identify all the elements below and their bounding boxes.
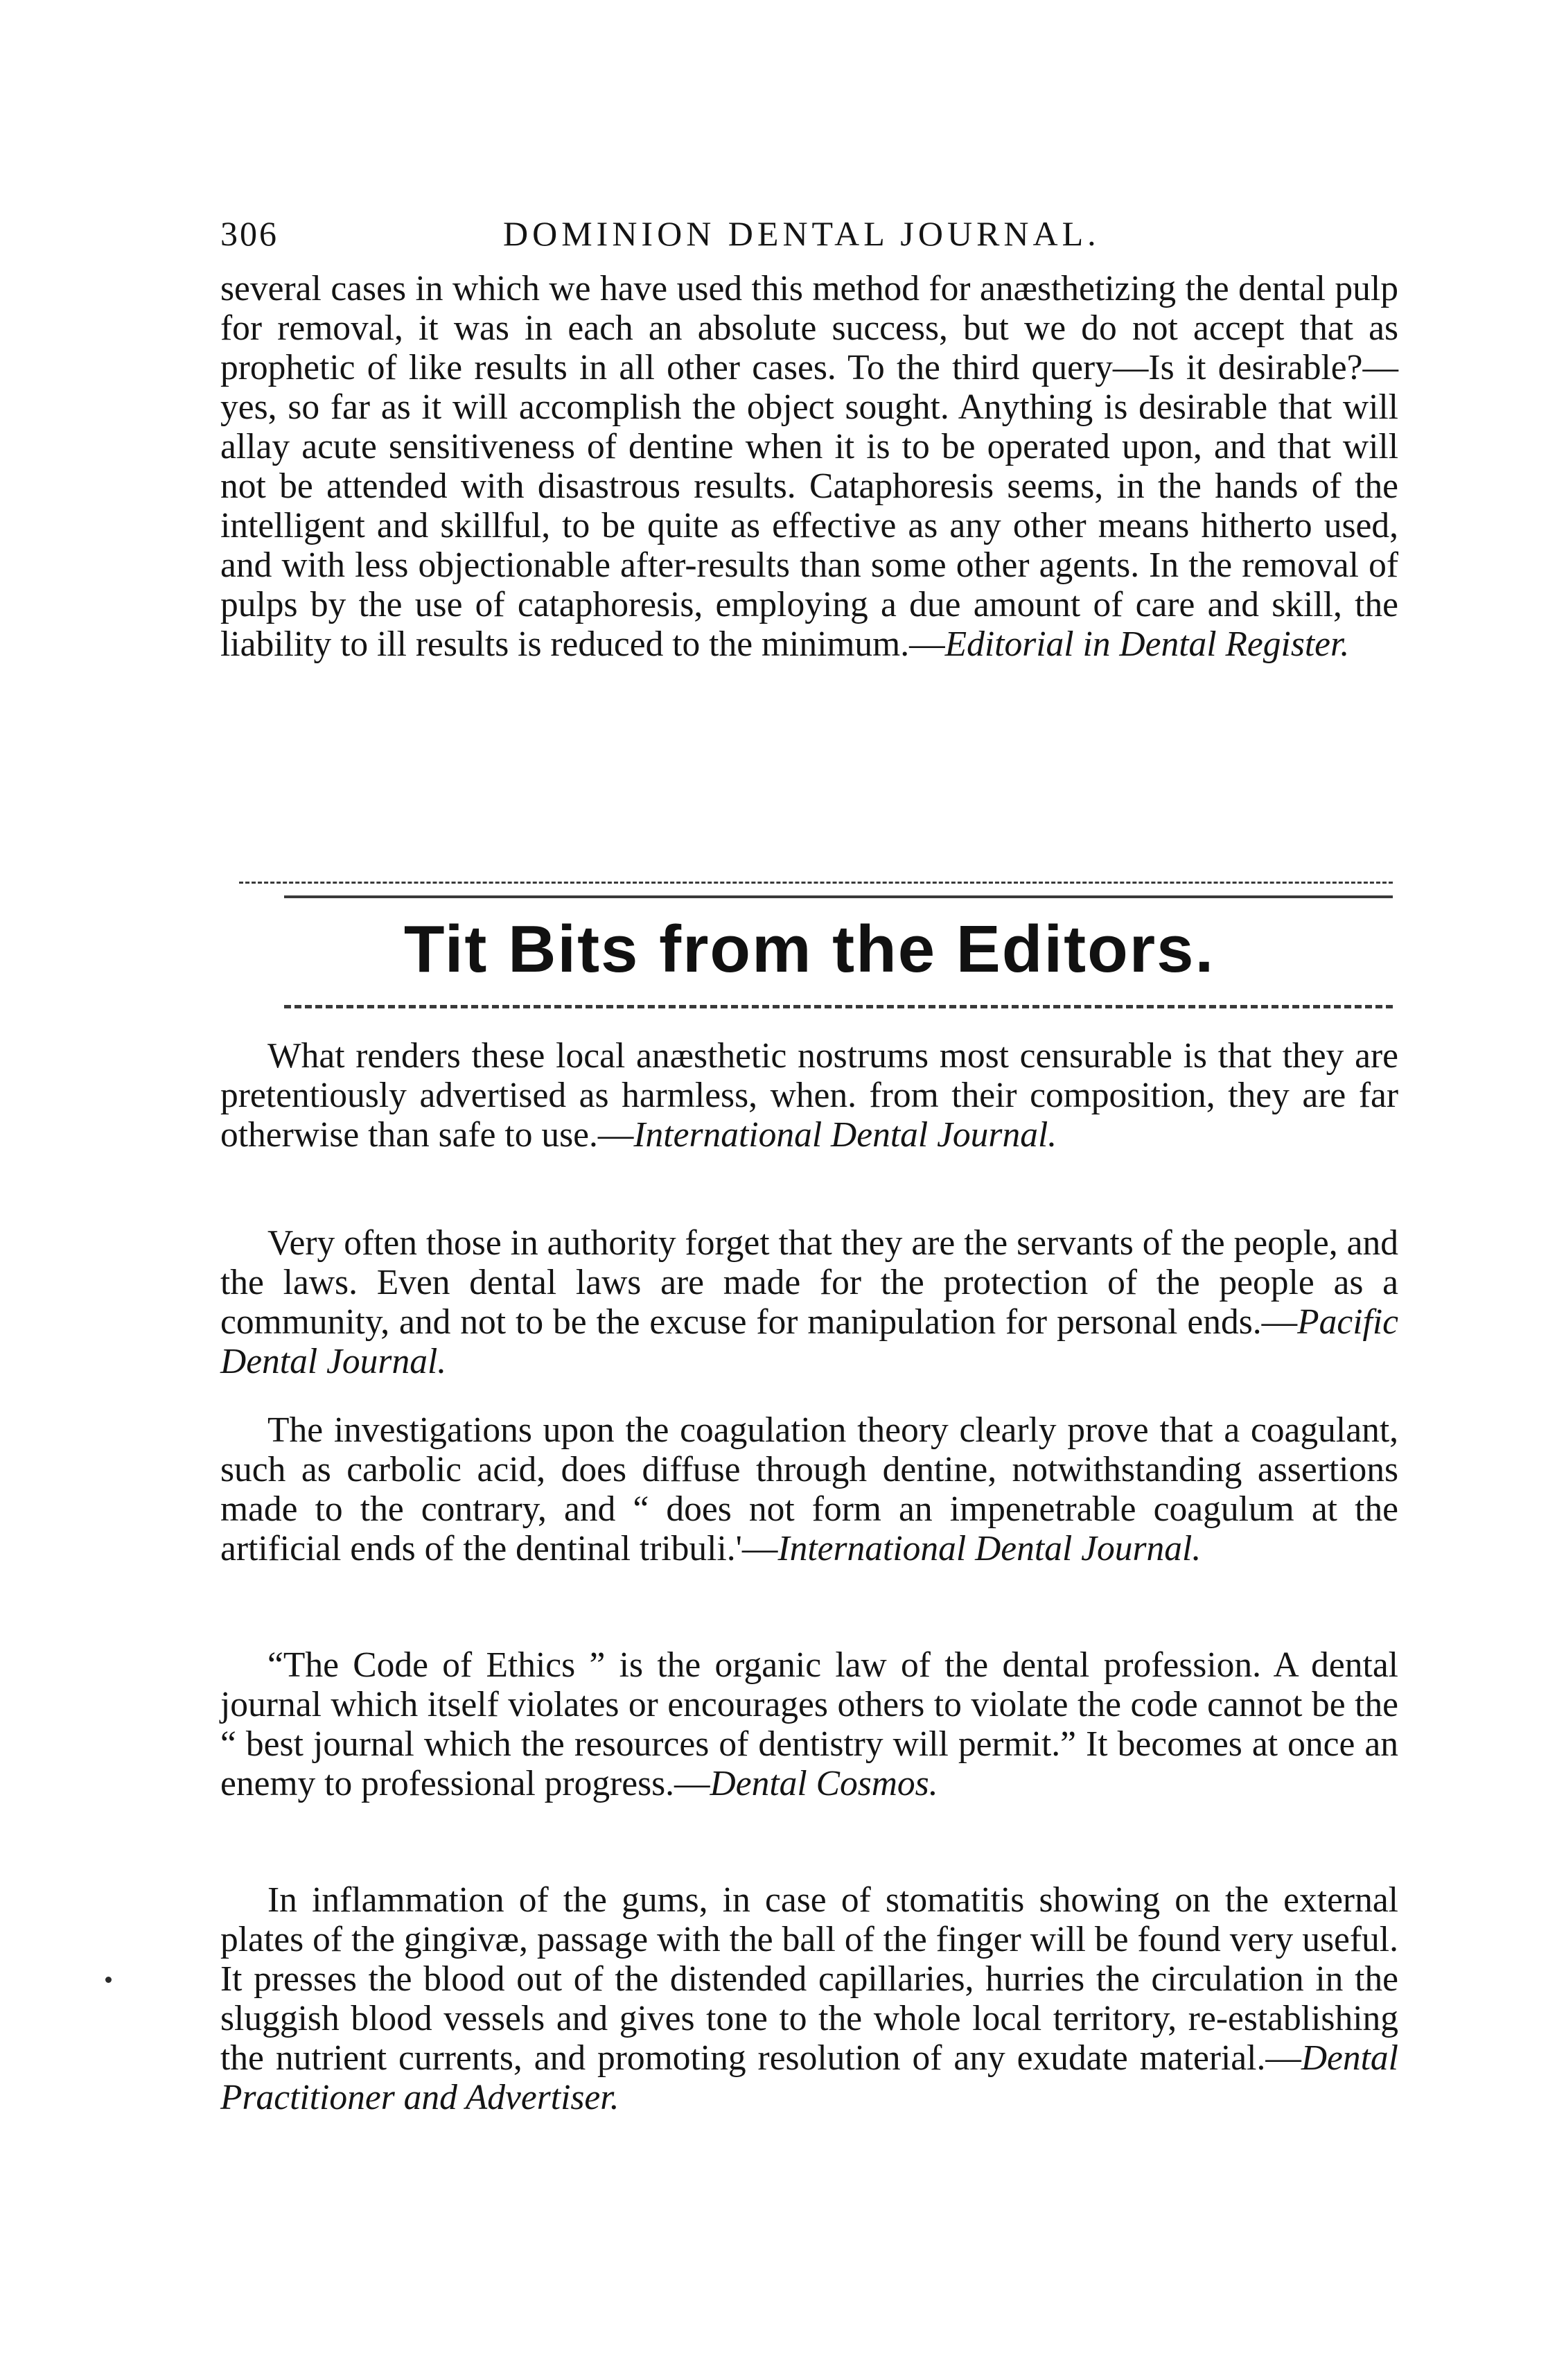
tit-bit-item <box>220 1645 1398 1803</box>
section-divider-top-solid <box>284 895 1393 898</box>
journal-title: DOMINION DENTAL JOURNAL. <box>503 214 1100 253</box>
running-head <box>220 205 1398 261</box>
source-citation: Pacific Dental Journal. <box>220 1302 1398 1381</box>
paragraph-text: “The Code of Ethics ” is the organic law of the dental profession. A dental journal which itself violates or encourages others to violate the code cannot be the “ best journal which the resources of dentistry will permit.” It becomes at once an enemy to professional progress.— <box>220 1645 1398 1803</box>
paragraph-text: In inflammation of the gums, in case of stomatitis showing on the external plates of the gingivæ, passage with the ball of the finger will be found very useful. It presses the blood out of the distended capillaries, hurries the circulation in the sluggish blood vessels and gives tone to the whole local territory, re-establishing the nutrient currents, and promoting resolution of any exudate material.— <box>220 1880 1398 2078</box>
paragraph-text: The investigations upon the coagulation theory clearly prove that a coagulant, such as carbolic acid, does diffuse through dentine, notwithstanding assertions made to the contrary, and “ does not form an impenetrable coagulum at the artificial ends of the dentinal tribuli.'— <box>220 1410 1398 1568</box>
continued-article <box>220 269 1398 664</box>
tit-bit-item <box>220 1880 1398 2117</box>
tit-bit-paragraph <box>220 1223 1398 1381</box>
tit-bit-paragraph <box>220 1645 1398 1803</box>
tit-bit-paragraph <box>220 1880 1398 2117</box>
section-divider-bottom <box>284 1005 1393 1008</box>
margin-mark <box>105 1977 112 1983</box>
tit-bit-item <box>220 1410 1398 1568</box>
tit-bit-paragraph <box>220 1410 1398 1568</box>
source-citation: Editorial in Dental Register. <box>944 624 1350 664</box>
tit-bit-paragraph <box>220 1036 1398 1155</box>
section-title: Tit Bits from the Editors. <box>403 912 1215 986</box>
tit-bit-item <box>220 1223 1398 1381</box>
paragraph-text: What renders these local anæsthetic nostrums most censurable is that they are pretentiously advertised as harmless, when. from their composition, they are far otherwise than safe to use.— <box>220 1036 1398 1155</box>
tit-bit-item <box>220 1036 1398 1155</box>
source-citation: Dental Cosmos. <box>710 1764 938 1803</box>
source-citation: International Dental Journal. <box>633 1115 1057 1155</box>
page-number: 306 <box>220 214 279 253</box>
source-citation: International Dental Journal. <box>777 1529 1202 1568</box>
section-divider-top <box>239 882 1393 884</box>
paragraph-text: Very often those in authority forget that they are the servants of the people, and the laws. Even dental laws are made for the protection of the people as a community, and not to be the excuse for manipulation for personal ends.— <box>220 1223 1398 1342</box>
paragraph-text: several cases in which we have used this method for anæsthetizing the dental pulp for removal, it was in each an absolute success, but we do not accept that as prophetic of like results in all other cases. To the third query—Is it desirable?—yes, so far as it will accomplish the object sought. Anything is desirable that will allay acute sensitiveness of dentine when it is to be operated upon, and that will not be attended with disastrous results. Cataphoresis seems, in the hands of the intelligent and skillful, to be quite as effective as any other means hitherto used, and with less objectionable after-results than some other agents. In the removal of pulps by the use of cataphoresis, employing a due amount of care and skill, the liability to ill results is reduced to the minimum.— <box>220 269 1398 664</box>
continued-article-paragraph <box>220 269 1398 664</box>
source-citation: Dental Practitioner and Advertiser. <box>220 2038 1398 2117</box>
